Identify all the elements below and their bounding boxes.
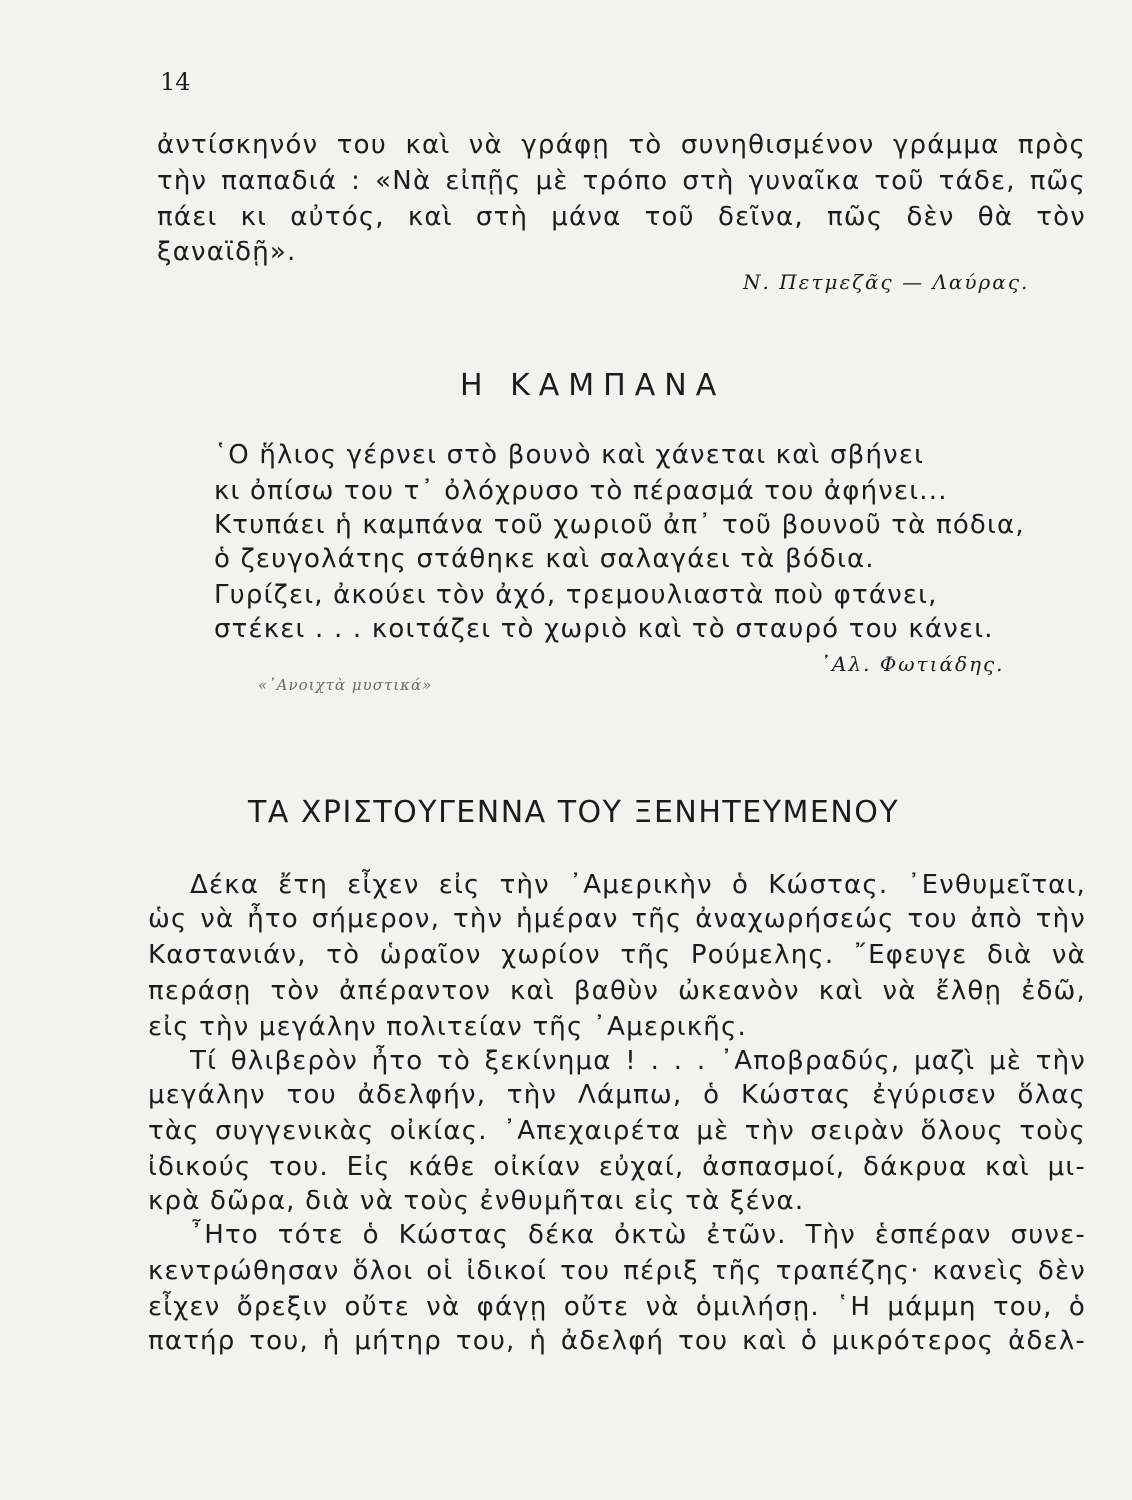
- poem-signature: ᾽Αλ. Φωτιάδης.: [820, 652, 1005, 676]
- section1-line: τὴν παπαδιά : «Νὰ εἰπῇς μὲ τρόπο στὴ γυναῖκα τοῦ τάδε, πῶς: [157, 166, 1086, 196]
- section1-signature: Ν. Πετμεζᾶς — Λαύρας.: [743, 270, 1030, 294]
- story-title: ΤΑ ΧΡΙΣΤΟΥΓΕΝΝΑ ΤΟΥ ΞΕΝΗΤΕΥΜΕΝΟΥ: [248, 795, 900, 830]
- story-line: ῏Ητο τότε ὁ Κώστας δέκα ὀκτὼ ἐτῶν. Τὴν ἑσπέραν συνε-: [190, 1220, 1086, 1250]
- poem-line: ὁ ζευγολάτης στάθηκε καὶ σαλαγάει τὰ βόδια.: [214, 544, 875, 574]
- page-number: 14: [160, 68, 191, 96]
- story-line: πατήρ του, ἡ μήτηρ του, ἡ ἀδελφή του καὶ ὁ μικρότερος ἀδελ-: [148, 1326, 1086, 1356]
- section1-line: ξαναϊδῇ».: [157, 237, 297, 267]
- story-line: περάσῃ τὸν ἀπέραντον καὶ βαθὺν ὠκεανὸν καὶ νὰ ἔλθῃ ἐδῶ,: [148, 976, 1086, 1006]
- story-line: ὡς νὰ ἦτο σήμερον, τὴν ἡμέραν τῆς ἀναχωρήσεώς του ἀπὸ τὴν: [148, 904, 1086, 934]
- story-line: μεγάλην του ἀδελφήν, τὴν Λάμπω, ὁ Κώστας ἐγύρισεν ὅλας: [148, 1080, 1086, 1110]
- story-line: εἶχεν ὄρεξιν οὔτε νὰ φάγῃ οὔτε νὰ ὁμιλήσῃ. ῾Η μάμμη του, ὁ: [148, 1292, 1086, 1322]
- poem-title: Η ΚΑΜΠΑΝΑ: [460, 368, 726, 403]
- poem-source: «᾽Ανοιχτὰ μυστικά»: [258, 676, 433, 694]
- story-line: Τί θλιβερὸν ἦτο τὸ ξεκίνημα ! . . . ᾽Αποβραδύς, μαζὶ μὲ τὴν: [190, 1046, 1086, 1076]
- section1-line: πάει κι αὐτός, καὶ στὴ μάνα τοῦ δεῖνα, πῶς δὲν θὰ τὸν: [157, 202, 1086, 232]
- story-line: τὰς συγγενικὰς οἰκίας. ᾽Απεχαιρέτα μὲ τὴν σειρὰν ὅλους τοὺς: [148, 1116, 1086, 1146]
- story-line: Καστανιάν, τὸ ὡραῖον χωρίον τῆς Ρούμελης. ῎Εφευγε διὰ νὰ: [148, 940, 1086, 970]
- section1-line: ἀντίσκηνόν του καὶ νὰ γράφῃ τὸ συνηθισμένον γράμμα πρὸς: [157, 130, 1086, 160]
- poem-line: Γυρίζει, ἀκούει τὸν ἀχό, τρεμουλιαστὰ ποὺ φτάνει,: [214, 580, 938, 610]
- story-line: εἰς τὴν μεγάλην πολιτείαν τῆς ᾽Αμερικῆς.: [148, 1012, 747, 1042]
- story-line: Δέκα ἔτη εἶχεν εἰς τὴν ᾽Αμερικὴν ὁ Κώστας. ᾽Ενθυμεῖται,: [190, 870, 1086, 900]
- story-line: ἰδικούς του. Εἰς κάθε οἰκίαν εὐχαί, ἀσπασμοί, δάκρυα καὶ μι-: [148, 1152, 1086, 1182]
- story-line: κρὰ δῶρα, διὰ νὰ τοὺς ἐνθυμῆται εἰς τὰ ξένα.: [148, 1186, 805, 1216]
- poem-line: ῾Ο ἥλιος γέρνει στὸ βουνὸ καὶ χάνεται καὶ σβήνει: [214, 440, 925, 470]
- poem-line: στέκει . . . κοιτάζει τὸ χωριὸ καὶ τὸ σταυρό του κάνει.: [214, 614, 994, 644]
- story-line: κεντρώθησαν ὅλοι οἱ ἰδικοί του πέριξ τῆς τραπέζης· κανεὶς δὲν: [148, 1256, 1086, 1286]
- poem-line: κι ὀπίσω του τ᾽ ὀλόχρυσο τὸ πέρασμά του ἀφήνει...: [214, 476, 948, 506]
- poem-line: Κτυπάει ἡ καμπάνα τοῦ χωριοῦ ἀπ᾽ τοῦ βουνοῦ τὰ πόδια,: [214, 510, 1025, 540]
